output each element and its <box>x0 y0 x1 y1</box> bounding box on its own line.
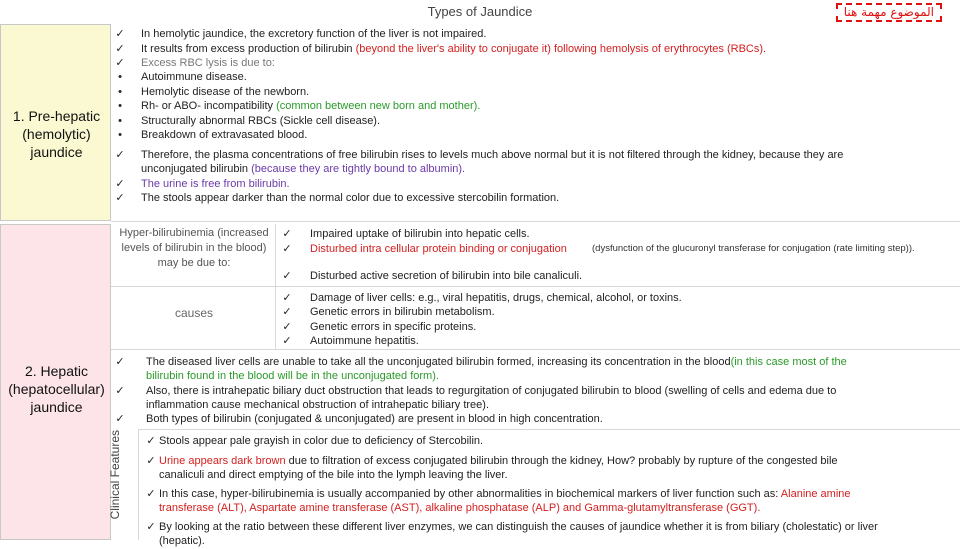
list-item: In hemolytic jaundice, the excretory function of the liver is not impaired. <box>141 28 487 40</box>
list-item: Urine appears dark brown due to filtration of excess conjugated bilirubin through the kidney, How? probably by rupture of the congested bile <box>159 455 838 467</box>
important-badge: الموضوع مهمة هنا <box>836 3 942 22</box>
check-icon: ✓ <box>282 306 292 318</box>
check-icon: ✓ <box>115 413 125 425</box>
check-icon: ✓ <box>282 228 292 240</box>
list-item: Stools appear pale grayish in color due to deficiency of Stercobilin. <box>159 435 484 447</box>
check-icon: ✓ <box>115 57 125 69</box>
check-icon: ✓ <box>115 149 125 161</box>
list-item-continued: transferase (ALT), Aspartate amine transferase (AST), alkaline phosphatase (ALP) and Gamma-glutamyltransferase (GGT). <box>159 502 761 514</box>
check-icon: ✓ <box>146 455 156 467</box>
list-item: Excess RBC lysis is due to: <box>141 57 275 69</box>
page-title: Types of Jaundice <box>427 4 533 19</box>
check-icon: ✓ <box>115 28 125 40</box>
list-item-continued: canaliculi and direct emptying of the bile into the lymph leaving the liver. <box>159 469 508 481</box>
clinical-features-label-box <box>108 430 138 540</box>
prehepatic-label: 1. Pre-hepatic (hemolytic) jaundice <box>12 108 101 160</box>
column-divider <box>138 430 139 540</box>
check-icon: ✓ <box>146 488 156 500</box>
row-divider <box>111 286 960 287</box>
bullet-icon: • <box>118 129 122 141</box>
list-item-continued: unconjugated bilirubin (because they are tightly bound to albumin). <box>141 163 466 175</box>
check-icon: ✓ <box>115 356 125 368</box>
section-divider <box>111 349 960 350</box>
bullet-icon: • <box>118 71 122 83</box>
list-item-continued: bilirubin found in the blood will be in the unconjugated form). <box>146 370 439 382</box>
list-item: Genetic errors in specific proteins. <box>310 321 477 333</box>
list-item: Hemolytic disease of the newborn. <box>141 86 310 98</box>
check-icon: ✓ <box>146 521 156 533</box>
list-item: Breakdown of extravasated blood. <box>141 129 308 141</box>
list-item: Disturbed active secretion of bilirubin into bile canaliculi. <box>310 270 583 282</box>
list-item: Impaired uptake of bilirubin into hepatic cells. <box>310 228 530 240</box>
check-icon: ✓ <box>146 435 156 447</box>
section-divider <box>138 429 960 430</box>
hepatic-label: 2. Hepatic (hepatocellular) jaundice <box>8 363 105 415</box>
check-icon: ✓ <box>282 321 292 333</box>
list-item: The urine is free from bilirubin. <box>141 178 290 190</box>
check-icon: ✓ <box>115 43 125 55</box>
prehepatic-panel <box>0 24 111 221</box>
check-icon: ✓ <box>282 243 292 255</box>
list-item: Therefore, the plasma concentrations of free bilirubin rises to levels much above normal but it is not filtered through the kidney, because they are <box>141 149 844 161</box>
list-item-continued: inflammation cause mechanical obstruction of intrahepatic biliary tree). <box>146 399 489 411</box>
list-item: Rh- or ABO- incompatibility (common between new born and mother). <box>141 100 481 112</box>
list-item: Genetic errors in bilirubin metabolism. <box>310 306 495 318</box>
section-divider <box>111 221 960 222</box>
list-item: The stools appear darker than the normal color due to excessive stercobilin formation. <box>141 192 560 204</box>
check-icon: ✓ <box>115 385 125 397</box>
list-item: Damage of liver cells: e.g., viral hepatitis, drugs, chemical, alcohol, or toxins. <box>310 292 682 304</box>
list-item: Autoimmune disease. <box>141 71 247 83</box>
clinical-features-label: Clinical Features <box>108 430 122 520</box>
list-item: Both types of bilirubin (conjugated & unconjugated) are present in blood in high concentration. <box>146 413 603 425</box>
list-item-continued: (hepatic). <box>159 535 205 547</box>
list-item: The diseased liver cells are unable to take all the unconjugated bilirubin formed, increasing its concentration in the blood(in this case most of the <box>146 356 847 368</box>
list-item: Autoimmune hepatitis. <box>310 335 419 347</box>
hyper-label: Hyper-bilirubinemia (increased levels of bilirubin in the blood) may be due to: <box>119 227 269 269</box>
check-icon: ✓ <box>115 192 125 204</box>
bullet-icon: • <box>118 100 122 112</box>
list-item: In this case, hyper-bilirubinemia is usually accompanied by other abnormalities in biochemical markers of liver function such as: Alanine amine <box>159 488 851 500</box>
list-item: Structurally abnormal RBCs (Sickle cell disease). <box>141 115 381 127</box>
bullet-icon: • <box>118 115 122 127</box>
hepatic-panel <box>0 224 111 540</box>
check-icon: ✓ <box>282 292 292 304</box>
list-item: Disturbed intra cellular protein binding or conjugation <box>310 243 567 255</box>
list-item: It results from excess production of bilirubin (beyond the liver's ability to conjugate it) following hemolysis of erythrocytes (RBCs). <box>141 43 767 55</box>
list-item-note: (dysfunction of the glucuronyl transferase for conjugation (rate limiting step)). <box>592 243 915 254</box>
check-icon: ✓ <box>115 178 125 190</box>
list-item: By looking at the ratio between these different liver enzymes, we can distinguish the causes of jaundice whether it is from biliary (cholestatic) or liver <box>159 521 878 533</box>
list-item: Also, there is intrahepatic biliary duct obstruction that leads to regurgitation of conjugated bilirubin to blood (swelling of cells and edema due to <box>146 385 837 397</box>
causes-label: causes <box>174 306 214 320</box>
check-icon: ✓ <box>282 335 292 347</box>
bullet-icon: • <box>118 86 122 98</box>
check-icon: ✓ <box>282 270 292 282</box>
